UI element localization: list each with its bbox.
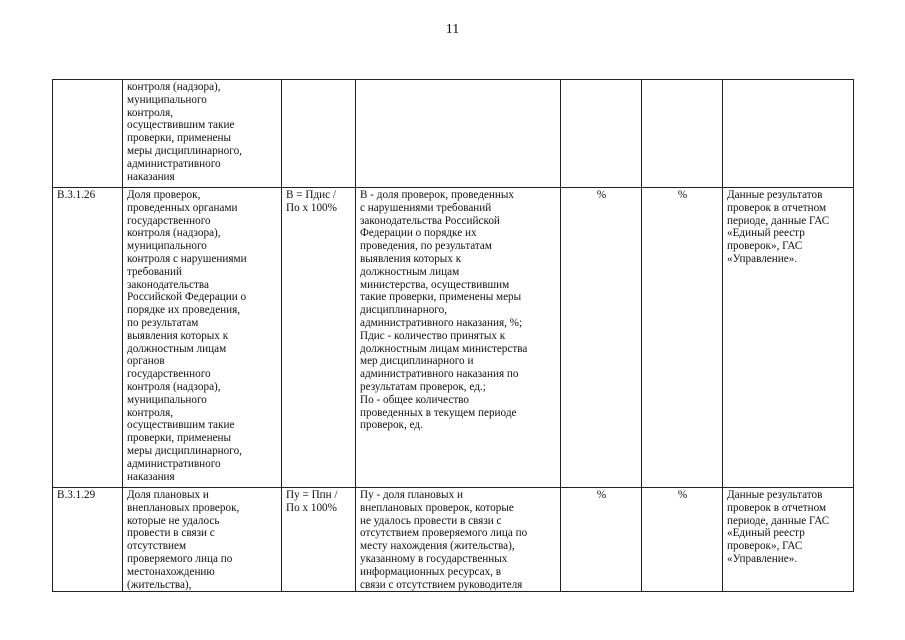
indicator-description-cell [356,80,561,188]
indicator-source-cell: Данные результатов проверок в отчетном периоде, данные ГАС «Единый реестр проверок», ГАС «Управление». [723,488,854,592]
indicator-name-cell: Доля проверок, проведенных органами государственного контроля (надзора), муниципального контроля с нарушениями требований законодательства Российской Федерации о порядке их проведения, по результатам выявления которых к должностным лицам органов государственного контроля (надзора), муниципального контроля, осуществившим такие проверки, применены меры дисциплинарного, административного наказания [123,188,282,488]
indicator-formula-cell: В = Пдис / По х 100% [282,188,356,488]
indicator-formula-cell [282,80,356,188]
indicator-code-cell: В.3.1.29 [53,488,123,592]
indicator-code-cell: В.3.1.26 [53,188,123,488]
page-number: 11 [445,22,460,37]
indicator-unit-cell: % [642,188,723,488]
indicator-unit-cell: % [561,188,642,488]
indicator-name-cell: Доля плановых и внеплановых проверок, которые не удалось провести в связи с отсутствием проверяемого лица по местонахождению (жительства), [123,488,282,592]
indicator-unit-cell [642,80,723,188]
indicator-unit-cell [561,80,642,188]
indicator-unit-cell: % [642,488,723,592]
indicator-code-cell [53,80,123,188]
indicator-formula-cell: Пу = Ппн / По х 100% [282,488,356,592]
table-row [53,80,854,188]
indicator-source-cell: Данные результатов проверок в отчетном периоде, данные ГАС «Единый реестр проверок», ГАС «Управление». [723,188,854,488]
indicators-table [52,79,854,592]
indicator-description-cell: В - доля проверок, проведенных с нарушениями требований законодательства Российской Федерации о порядке их проведения, по результатам выявления которых к должностным лицам министерства, осуществившим такие проверки, применены меры дисциплинарного, административного наказания, %; Пдис - количество принятых к должностным лицам министерства мер дисциплинарного и административного наказания по результатам проверок, ед.; По - общее количество проведенных в текущем периоде проверок, ед. [356,188,561,488]
table-row [53,488,854,592]
indicator-unit-cell: % [561,488,642,592]
indicator-name-cell: контроля (надзора), муниципального контроля, осуществившим такие проверки, применены меры дисциплинарного, административного наказания [123,80,282,188]
table-row [53,188,854,488]
indicator-source-cell [723,80,854,188]
indicator-description-cell: Пу - доля плановых и внеплановых проверок, которые не удалось провести в связи с отсутствием проверяемого лица по месту нахождения (жительства), указанному в государственных информационных ресурсах, в связи с отсутствием руководителя [356,488,561,592]
